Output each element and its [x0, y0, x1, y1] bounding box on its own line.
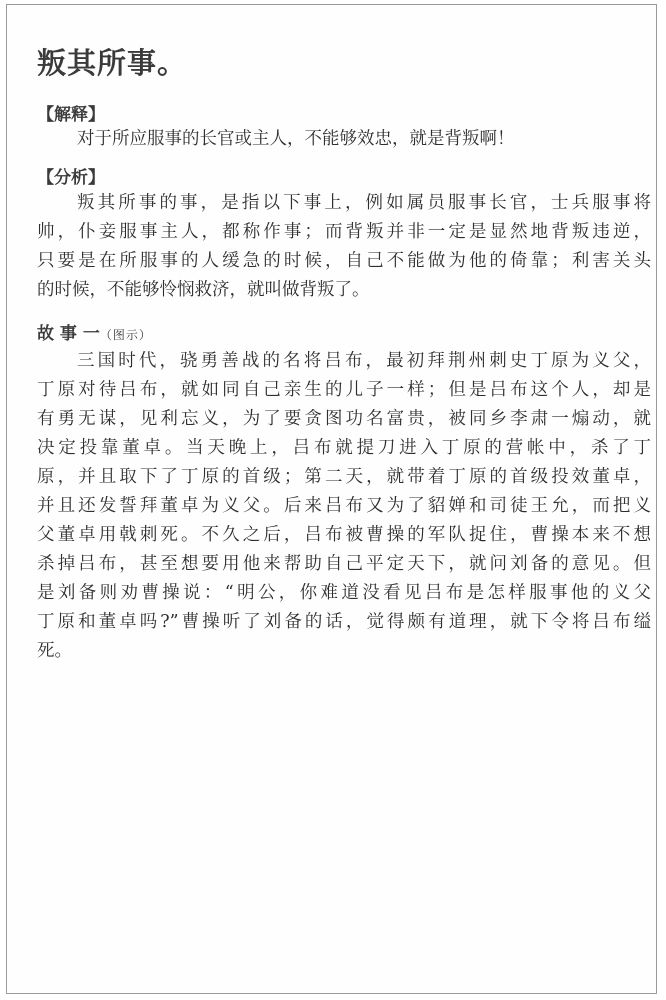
paragraph-line: 只要是在所服事的人缓急的时候，自己不能做为他的倚靠；利害关头: [37, 251, 651, 271]
paragraph-line: 原，并且取下了丁原的首级；第二天，就带着丁原的首级投效董卓，: [37, 467, 651, 487]
paragraph-line: 死。: [37, 641, 72, 661]
book-page: [6, 4, 657, 994]
paragraph-line: 有勇无谋，见利忘义，为了要贪图功名富贵，被同乡李肃一煽动，就: [37, 409, 651, 429]
paragraph-line: 决定投靠董卓。当天晚上，吕布就提刀进入丁原的营帐中，杀了丁: [37, 438, 651, 458]
story-heading-label: 故 事 一: [37, 324, 100, 344]
explanation-heading: 【解释】: [37, 105, 105, 125]
story-heading-note: （图示）: [99, 328, 152, 342]
paragraph-line: 叛其所事的事，是指以下事上，例如属员服事长官，士兵服事将: [77, 193, 651, 213]
paragraph-line: 杀掉吕布，甚至想要用他来帮助自己平定天下，就问刘备的意见。但: [37, 554, 651, 574]
paragraph-line: 帅，仆妾服事主人，都称作事；而背叛并非一定是显然地背叛违逆，: [37, 222, 651, 242]
story-heading: [37, 319, 152, 344]
paragraph-line: 丁原对待吕布，就如同自己亲生的儿子一样；但是吕布这个人，却是: [37, 380, 651, 400]
explanation-paragraph: [37, 125, 651, 154]
paragraph-line: 并且还发誓拜董卓为义父。后来吕布又为了貂婵和司徒王允，而把义: [37, 496, 651, 516]
analysis-heading: 【分析】: [37, 168, 105, 188]
paragraph-line: 对于所应服事的长官或主人，不能够效忠，就是背叛啊！: [77, 129, 515, 149]
paragraph-line: 是刘备则劝曹操说：“明公，你难道没看见吕布是怎样服事他的义父: [37, 583, 651, 603]
analysis-paragraph: [37, 189, 651, 305]
paragraph-line: 三国时代，骁勇善战的名将吕布，最初拜荆州刺史丁原为义父，: [77, 351, 651, 371]
page-title: 叛其所事。: [37, 46, 188, 80]
paragraph-line: 丁原和董卓吗?”曹操听了刘备的话，觉得颇有道理，就下令将吕布缢: [37, 612, 651, 632]
paragraph-line: 父董卓用戟刺死。不久之后，吕布被曹操的军队捉住，曹操本来不想: [37, 525, 651, 545]
paragraph-line: 的时候，不能够怜悯救济，就叫做背叛了。: [37, 280, 370, 300]
story-paragraph: [37, 347, 651, 666]
